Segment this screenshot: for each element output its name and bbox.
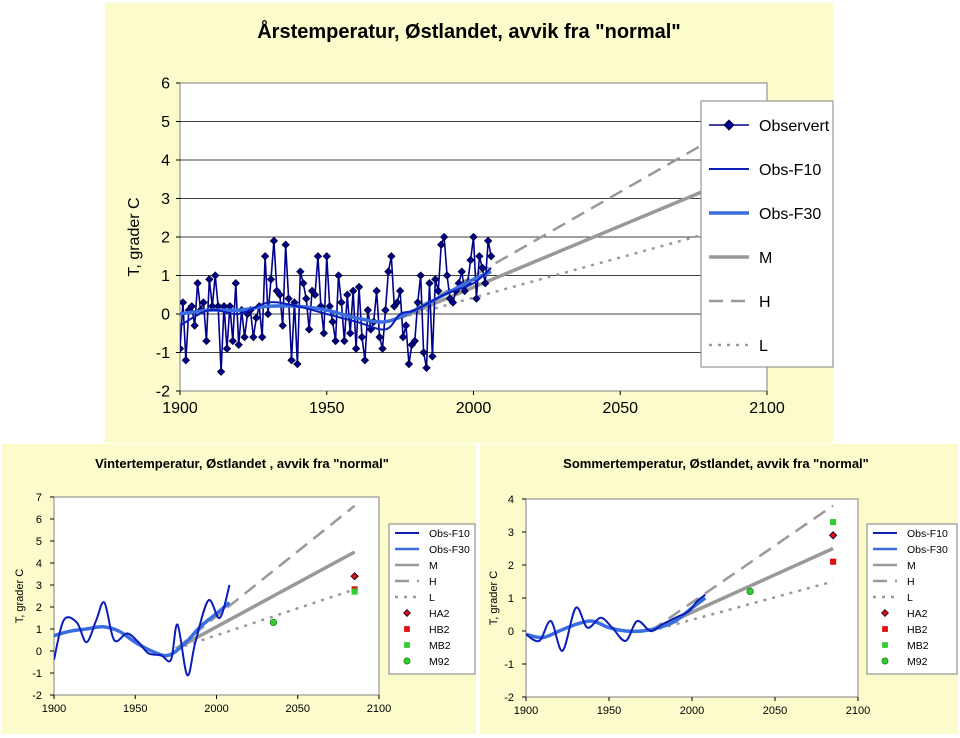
y-tick-label: 1 — [35, 623, 42, 636]
legend-label-m: M — [429, 559, 438, 572]
data-point-m92 — [270, 619, 276, 625]
y-tick-label: 0 — [507, 625, 514, 638]
legend-label-ha2: HA2 — [907, 607, 928, 620]
y-tick-label: 4 — [507, 493, 514, 506]
legend-label-ha2: HA2 — [429, 607, 450, 620]
x-tick-label: 1900 — [162, 400, 198, 417]
legend-label-l: L — [759, 337, 768, 355]
y-tick-label: 6 — [161, 75, 170, 93]
x-tick-label: 1900 — [513, 705, 539, 717]
x-tick-label: 2000 — [679, 705, 705, 717]
winter-chart-panel — [2, 444, 476, 734]
y-tick-label: 4 — [35, 557, 42, 570]
legend-label-m: M — [759, 249, 773, 267]
chart-title: Sommertemperatur, Østlandet, avvik fra "normal" — [563, 456, 869, 471]
y-tick-label: -1 — [504, 658, 514, 671]
legend-marker-m92 — [882, 658, 888, 664]
data-point-mb2 — [352, 589, 358, 595]
y-tick-label: 0 — [35, 645, 42, 658]
legend-label-l: L — [429, 591, 435, 604]
y-tick-label: 3 — [161, 191, 170, 209]
legend-marker-mb2 — [404, 642, 410, 648]
x-tick-label: 2000 — [204, 703, 229, 715]
y-tick-label: 4 — [161, 152, 170, 170]
x-tick-label: 1950 — [123, 703, 148, 715]
legend-marker-hb2 — [882, 626, 888, 632]
y-tick-label: 1 — [507, 592, 514, 605]
data-point-mb2 — [830, 519, 836, 525]
legend-label-mb2: MB2 — [429, 639, 451, 652]
y-tick-label: 2 — [507, 559, 514, 572]
summer-chart-panel — [480, 444, 958, 734]
y-tick-label: 5 — [161, 114, 170, 132]
legend-label-hb2: HB2 — [429, 623, 450, 636]
x-tick-label: 2050 — [285, 703, 310, 715]
winter-chart — [2, 444, 476, 734]
legend-marker-mb2 — [882, 642, 888, 648]
x-tick-label: 2050 — [762, 705, 788, 717]
y-axis-label: T, grader C — [126, 197, 143, 277]
y-tick-label: 2 — [35, 601, 42, 614]
legend-label-m: M — [907, 559, 916, 572]
data-point-hb2 — [830, 559, 836, 565]
y-axis-label: T, grader C — [488, 570, 500, 626]
legend-label-h: H — [759, 293, 771, 311]
legend-marker-m92 — [404, 658, 410, 664]
legend-box — [701, 101, 833, 367]
legend-marker-hb2 — [404, 626, 410, 632]
legend-label-m92: M92 — [907, 655, 928, 668]
summer-chart — [480, 444, 958, 734]
annual-chart — [105, 3, 833, 443]
y-tick-label: -1 — [32, 667, 42, 680]
y-tick-label: -2 — [32, 689, 42, 702]
y-tick-label: 3 — [507, 526, 514, 539]
x-tick-label: 1900 — [41, 703, 67, 715]
x-tick-label: 2100 — [845, 705, 871, 717]
y-tick-label: 6 — [35, 513, 42, 526]
chart-title: Årstemperatur, Østlandet, avvik fra "normal" — [257, 21, 681, 43]
x-tick-label: 2100 — [749, 400, 785, 417]
x-tick-label: 1950 — [308, 400, 345, 417]
legend-label-obs-f10: Obs-F10 — [759, 161, 822, 179]
legend-label-obs-f10: Obs-F10 — [429, 527, 470, 540]
y-tick-label: 0 — [161, 306, 170, 324]
y-tick-label: -2 — [504, 691, 514, 704]
plot-area — [54, 497, 379, 695]
y-tick-label: 3 — [35, 579, 42, 592]
legend-label-m92: M92 — [429, 655, 450, 668]
legend-label-obs-f10: Obs-F10 — [907, 527, 948, 540]
data-point-m92 — [747, 588, 753, 594]
y-tick-label: 5 — [35, 535, 42, 548]
y-tick-label: -1 — [155, 345, 170, 363]
legend-label-obs-f30: Obs-F30 — [759, 205, 822, 223]
legend-label-obs-f30: Obs-F30 — [907, 543, 948, 556]
x-tick-label: 1950 — [596, 705, 622, 717]
y-tick-label: -2 — [155, 383, 170, 401]
y-axis-label: T, grader C — [14, 568, 26, 624]
x-tick-label: 2000 — [455, 400, 492, 417]
y-tick-label: 1 — [161, 268, 170, 286]
x-tick-label: 2100 — [366, 703, 392, 715]
legend-label-mb2: MB2 — [907, 639, 929, 652]
legend-label-obs-f30: Obs-F30 — [429, 543, 470, 556]
y-tick-label: 7 — [35, 491, 42, 504]
legend-label-h: H — [429, 575, 437, 588]
annual-chart-panel — [105, 3, 833, 443]
chart-title: Vintertemperatur, Østlandet , avvik fra "normal" — [95, 456, 389, 471]
y-tick-label: 2 — [161, 229, 170, 247]
legend-label-hb2: HB2 — [907, 623, 928, 636]
legend-label-h: H — [907, 575, 915, 588]
plot-area — [526, 499, 858, 697]
legend-label-observert: Observert — [759, 117, 830, 135]
x-tick-label: 2050 — [602, 400, 639, 417]
legend-label-l: L — [907, 591, 913, 604]
